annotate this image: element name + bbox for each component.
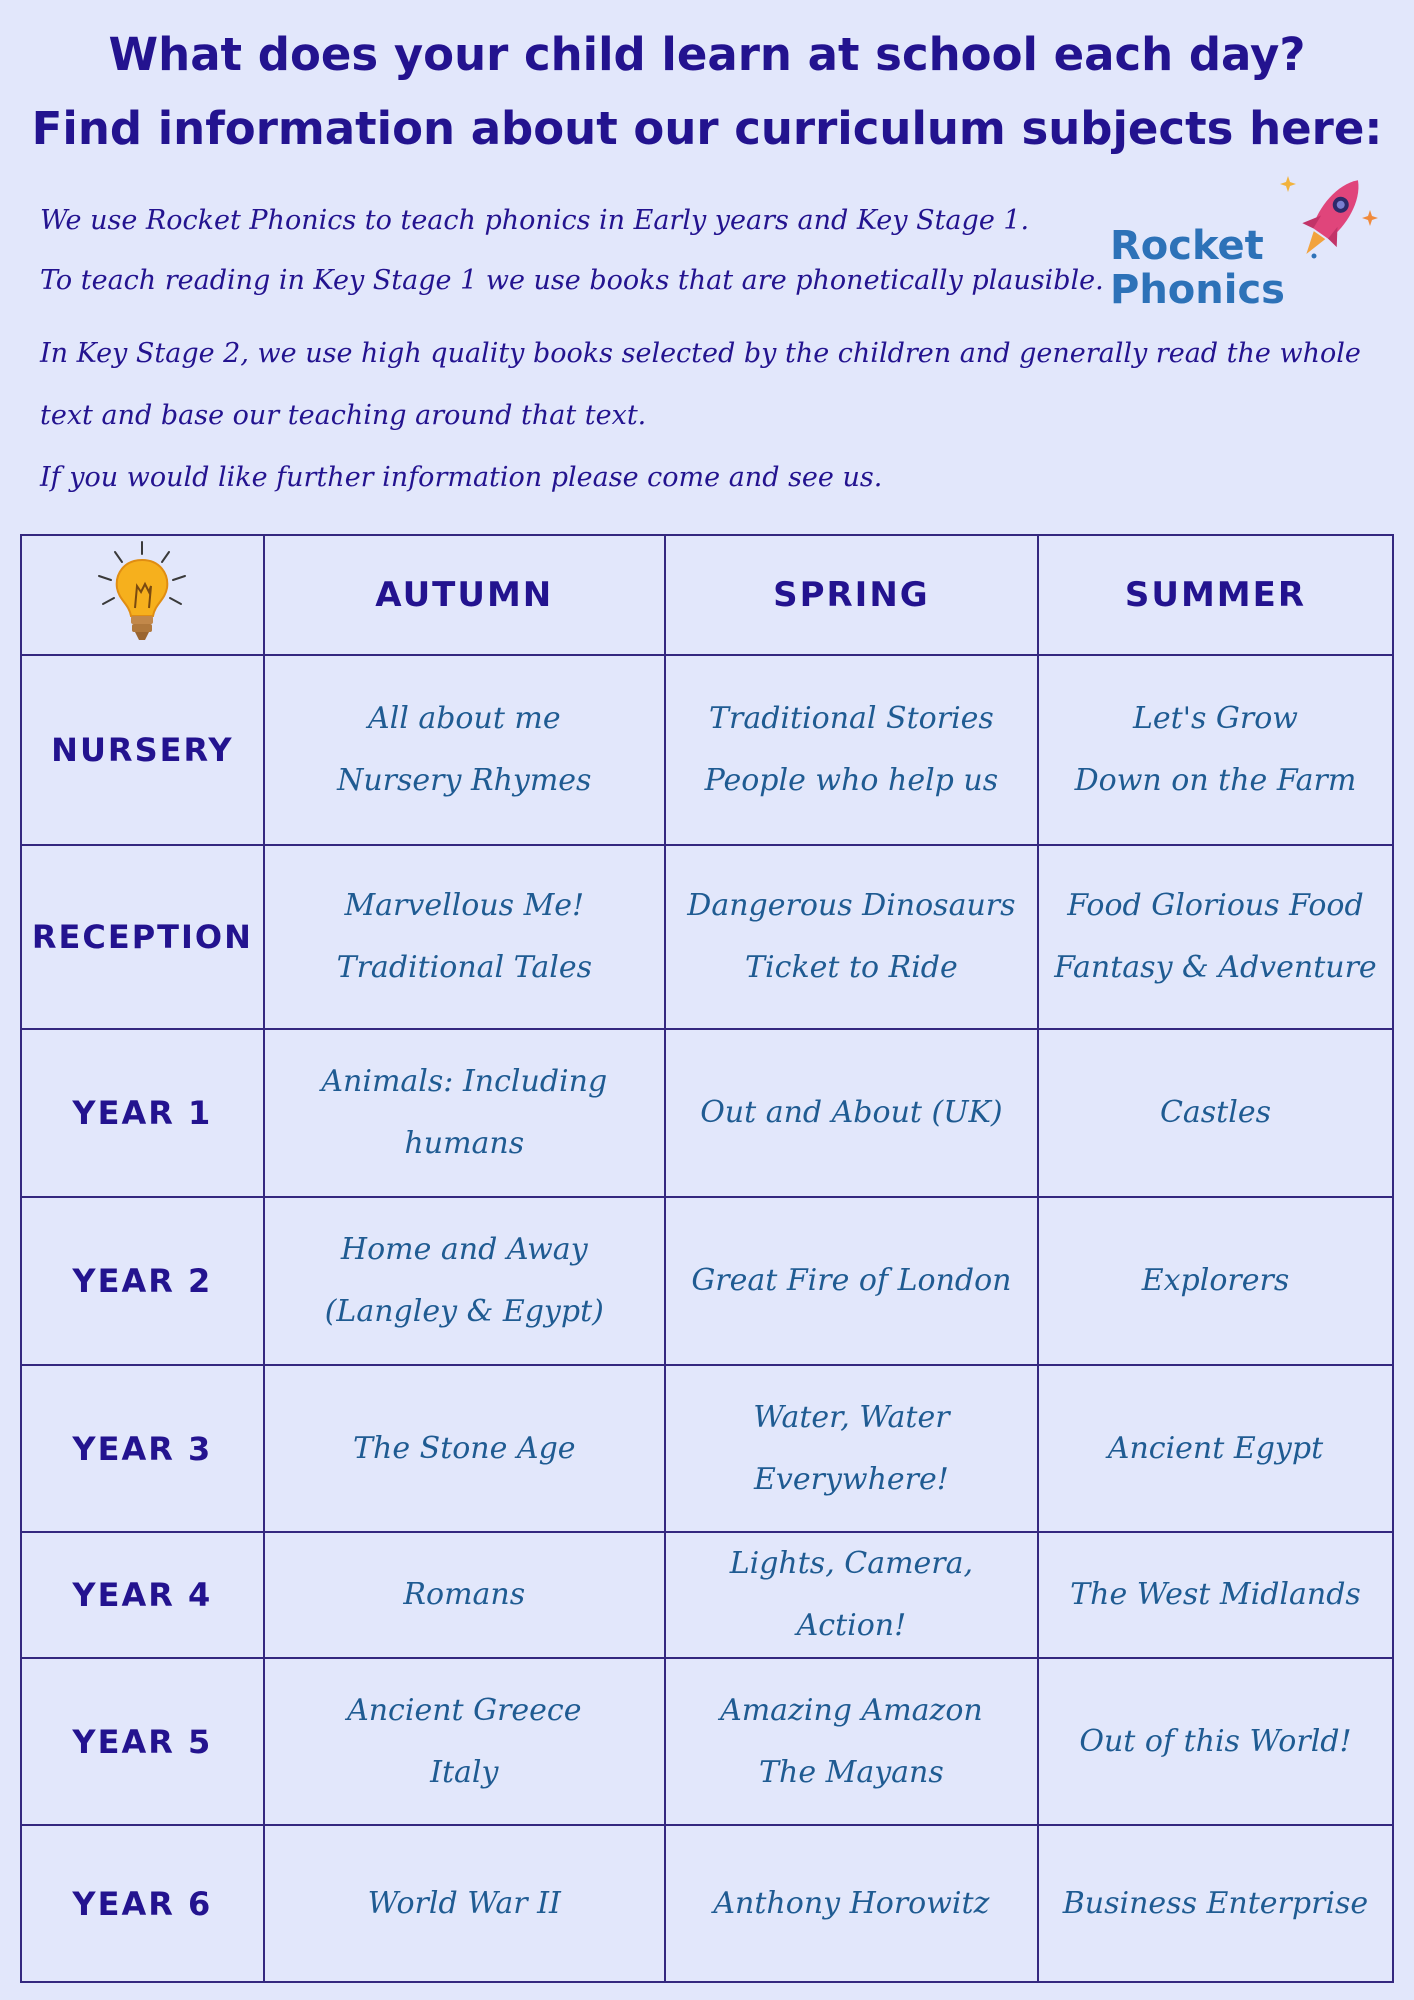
topic-line: The West Midlands — [1070, 1577, 1361, 1612]
topic-cell — [665, 1658, 1038, 1825]
topic-cell — [665, 1825, 1038, 1982]
topic-cell — [1038, 1365, 1393, 1532]
topic-line: (Langley & Egypt) — [324, 1294, 604, 1329]
topic-cell — [264, 1365, 665, 1532]
topic-cell — [665, 1532, 1038, 1658]
topic-line: Food Glorious Food — [1067, 888, 1364, 923]
topic-line: Fantasy & Adventure — [1054, 950, 1377, 985]
topic-line: Great Fire of London — [691, 1263, 1012, 1298]
row-label: NURSERY — [21, 655, 264, 845]
topic-line: Down on the Farm — [1074, 763, 1357, 798]
topic-line: All about me — [367, 701, 561, 736]
topic-line: People who help us — [704, 763, 999, 798]
topic-line: Amazing Amazon — [720, 1692, 983, 1728]
topic-line: Nursery Rhymes — [337, 763, 592, 798]
table-row — [21, 845, 1393, 1029]
corner-cell — [21, 535, 264, 655]
topic-cell — [1038, 1658, 1393, 1825]
topic-cell — [264, 1197, 665, 1365]
topic-cell — [1038, 1029, 1393, 1197]
row-label: YEAR 1 — [21, 1029, 264, 1197]
row-label: RECEPTION — [21, 845, 264, 1029]
topic-line: Business Enterprise — [1062, 1885, 1369, 1921]
topic-line: Castles — [1159, 1095, 1271, 1130]
topic-cell — [264, 1825, 665, 1982]
intro-line-1: We use Rocket Phonics to teach phonics in Early years and Key Stage 1. — [40, 205, 1030, 236]
rocket-icon — [1270, 168, 1390, 268]
logo-text-rocket: Rocket — [1110, 223, 1264, 269]
topic-line: Out and About (UK) — [700, 1095, 1003, 1130]
row-label: YEAR 6 — [21, 1825, 264, 1982]
topic-cell — [1038, 1197, 1393, 1365]
season-autumn: AUTUMN — [264, 535, 665, 655]
table-row — [21, 655, 1393, 845]
topic-line: Marvellous Me! — [344, 888, 585, 923]
row-label: YEAR 4 — [21, 1532, 264, 1658]
topic-line: Lights, Camera, Action! — [729, 1546, 974, 1643]
topic-line: Let's Grow — [1132, 701, 1298, 736]
table-row — [21, 1029, 1393, 1197]
topic-line: World War II — [367, 1885, 561, 1921]
logo-text-phonics: Phonics — [1110, 267, 1285, 313]
topic-cell — [665, 1029, 1038, 1197]
row-label: YEAR 5 — [21, 1658, 264, 1825]
intro-line-3: In Key Stage 2, we use high quality books selected by the children and generally read the whole — [40, 338, 1361, 369]
topic-line: Ticket to Ride — [745, 950, 958, 985]
topic-cell — [264, 1532, 665, 1658]
topic-cell — [665, 1365, 1038, 1532]
table-row — [21, 1532, 1393, 1658]
topic-line: Explorers — [1141, 1263, 1290, 1298]
topic-line: Everywhere! — [754, 1461, 949, 1497]
topic-line: Traditional Stories — [708, 701, 994, 736]
topic-line: The Stone Age — [353, 1430, 576, 1466]
topic-line: Water, Water — [753, 1399, 950, 1435]
curriculum-table — [20, 534, 1394, 1983]
topic-line: Ancient Greece — [347, 1692, 582, 1728]
topic-cell — [665, 655, 1038, 845]
intro-line-2: To teach reading in Key Stage 1 we use books that are phonetically plausible. — [40, 265, 1104, 296]
lightbulb-icon — [87, 538, 197, 648]
table-row — [21, 1197, 1393, 1365]
table-row — [21, 1365, 1393, 1532]
topic-cell — [264, 1029, 665, 1197]
topic-line: Out of this World! — [1079, 1723, 1352, 1759]
topic-cell — [1038, 655, 1393, 845]
topic-cell — [264, 1658, 665, 1825]
intro-line-5: If you would like further information please come and see us. — [40, 462, 883, 493]
topic-line: Romans — [403, 1577, 526, 1612]
page-title-line2: Find information about our curriculum subjects here: — [31, 102, 1383, 155]
topic-cell — [1038, 1532, 1393, 1658]
topic-cell — [1038, 1825, 1393, 1982]
topic-line: humans — [404, 1126, 525, 1161]
intro-line-4: text and base our teaching around that text. — [40, 400, 647, 431]
row-label: YEAR 3 — [21, 1365, 264, 1532]
topic-line: Italy — [430, 1754, 499, 1790]
table-row — [21, 1825, 1393, 1982]
row-label: YEAR 2 — [21, 1197, 264, 1365]
season-header-row — [21, 535, 1393, 655]
topic-line: Home and Away — [340, 1232, 588, 1267]
topic-line: Anthony Horowitz — [713, 1885, 990, 1921]
topic-line: The Mayans — [759, 1754, 944, 1790]
topic-cell — [665, 845, 1038, 1029]
topic-cell — [1038, 845, 1393, 1029]
topic-line: Dangerous Dinosaurs — [687, 888, 1016, 923]
season-summer: SUMMER — [1038, 535, 1393, 655]
topic-line: Ancient Egypt — [1107, 1430, 1324, 1466]
table-row — [21, 1658, 1393, 1825]
topic-line: Animals: Including — [321, 1064, 608, 1099]
topic-cell — [665, 1197, 1038, 1365]
topic-cell — [264, 655, 665, 845]
page-title-line1: What does your child learn at school each day? — [108, 28, 1306, 81]
topic-cell — [264, 845, 665, 1029]
topic-line: Traditional Tales — [336, 950, 592, 985]
rocket-phonics-logo — [1110, 168, 1400, 318]
season-spring: SPRING — [665, 535, 1038, 655]
